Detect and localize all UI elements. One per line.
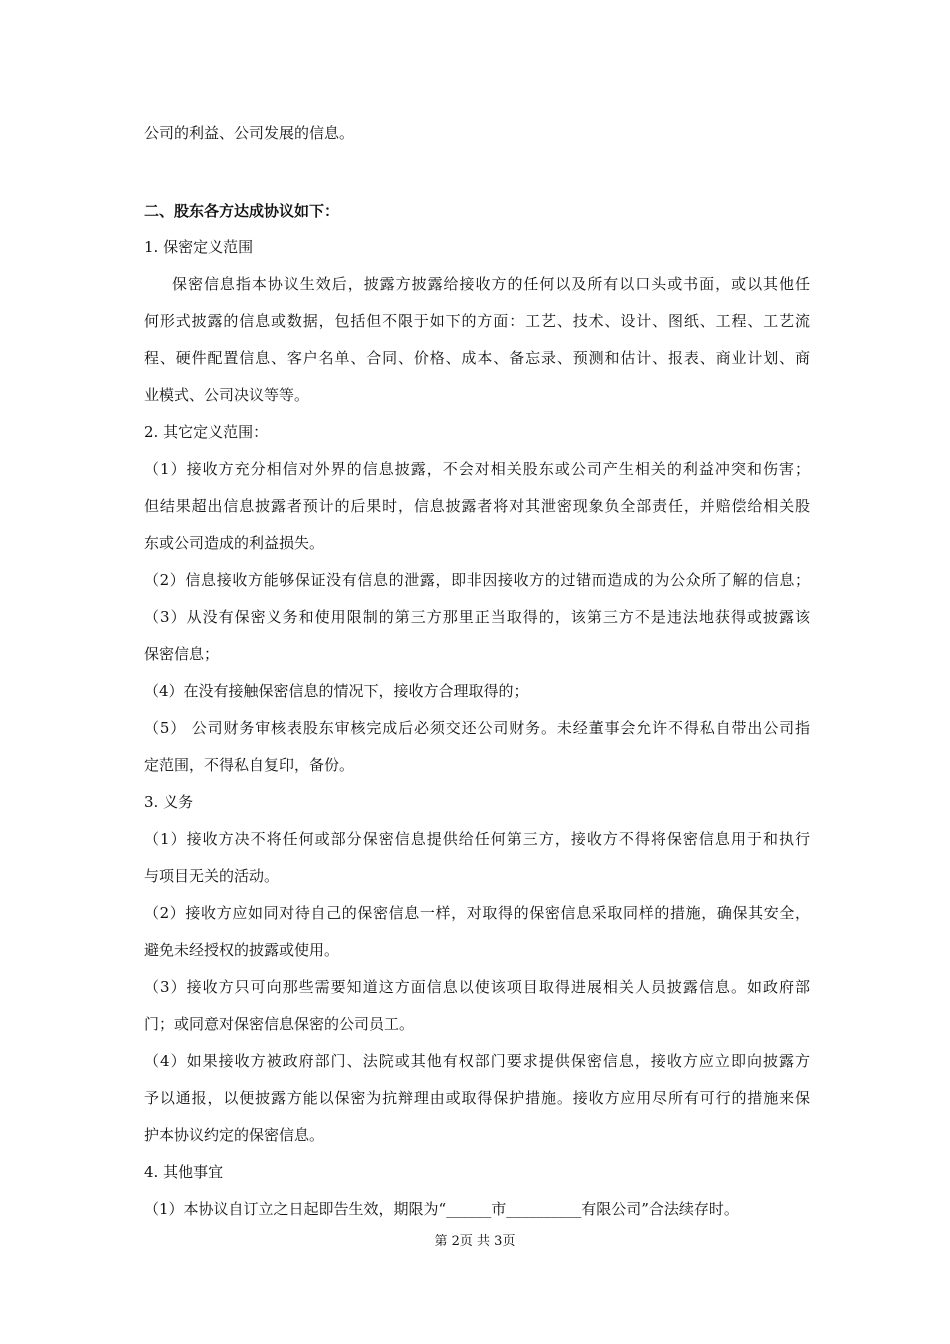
item2-line: （5） 公司财务审核表股东审核完成后必须交还公司财务。未经董事会允许不得私自带出公司指: [144, 719, 810, 737]
item3-title: 3. 义务: [144, 793, 194, 811]
item3-line: 护本协议约定的保密信息。: [144, 1126, 325, 1144]
item3-line: （4）如果接收方被政府部门、法院或其他有权部门要求提供保密信息，接收方应立即向披露方: [144, 1052, 810, 1070]
item3-line: 与项目无关的活动。: [144, 867, 280, 885]
item2-line: 保密信息；: [144, 645, 220, 663]
item3-line: （3）接收方只可向那些需要知道这方面信息以使该项目取得进展相关人员披露信息。如政府部: [144, 978, 810, 996]
item1-line: 保密信息指本协议生效后，披露方披露给接收方的任何以及所有以口头或书面，或以其他任: [172, 275, 810, 293]
item3-line: （1）接收方决不将任何或部分保密信息提供给任何第三方，接收方不得将保密信息用于和执行: [144, 830, 810, 848]
item4-title: 4. 其他事宜: [144, 1163, 224, 1181]
item2-line: 东或公司造成的利益损失。: [144, 534, 325, 552]
item3-line: （2）接收方应如同对待自己的保密信息一样，对取得的保密信息采取同样的措施，确保其安全，: [144, 904, 810, 922]
item3-line: 避免未经授权的披露或使用。: [144, 941, 340, 959]
item2-line: 定范围，不得私自复印，备份。: [144, 756, 355, 774]
item2-line: 但结果超出信息披露者预计的后果时，信息披露者将对其泄密现象负全部责任，并赔偿给相关股: [144, 497, 810, 515]
item4-line: （1）本协议自订立之日起即告生效，期限为“______市__________有限公司”合法续存时。: [144, 1200, 739, 1218]
item1-line: 何形式披露的信息或数据，包括但不限于如下的方面：工艺、技术、设计、图纸、工程、工艺流: [144, 312, 810, 330]
item3-line: 门；或同意对保密信息保密的公司员工。: [144, 1015, 415, 1033]
item3-line: 予以通报，以便披露方能以保密为抗辩理由或取得保护措施。接收方应用尽所有可行的措施来保: [144, 1089, 810, 1107]
item2-line: （4）在没有接触保密信息的情况下，接收方合理取得的；: [144, 682, 529, 700]
item2-title: 2. 其它定义范围：: [144, 423, 269, 441]
item1-line: 程、硬件配置信息、客户名单、合同、价格、成本、备忘录、预测和估计、报表、商业计划、商: [144, 349, 810, 367]
item1-line: 业模式、公司决议等等。: [144, 386, 310, 404]
section-heading: 二、股东各方达成协议如下：: [144, 202, 340, 220]
paragraph-intro-end: 公司的利益、公司发展的信息。: [144, 124, 355, 142]
item2-line: （2）信息接收方能够保证没有信息的泄露，即非因接收方的过错而造成的为公众所了解的信息；: [144, 571, 810, 589]
item1-title: 1. 保密定义范围: [144, 238, 254, 256]
item2-line: （1）接收方充分相信对外界的信息披露，不会对相关股东或公司产生相关的利益冲突和伤害；: [144, 460, 810, 478]
item2-line: （3）从没有保密义务和使用限制的第三方那里正当取得的，该第三方不是违法地获得或披露该: [144, 608, 810, 626]
page-footer: 第 2页 共 3页: [434, 1234, 516, 1249]
